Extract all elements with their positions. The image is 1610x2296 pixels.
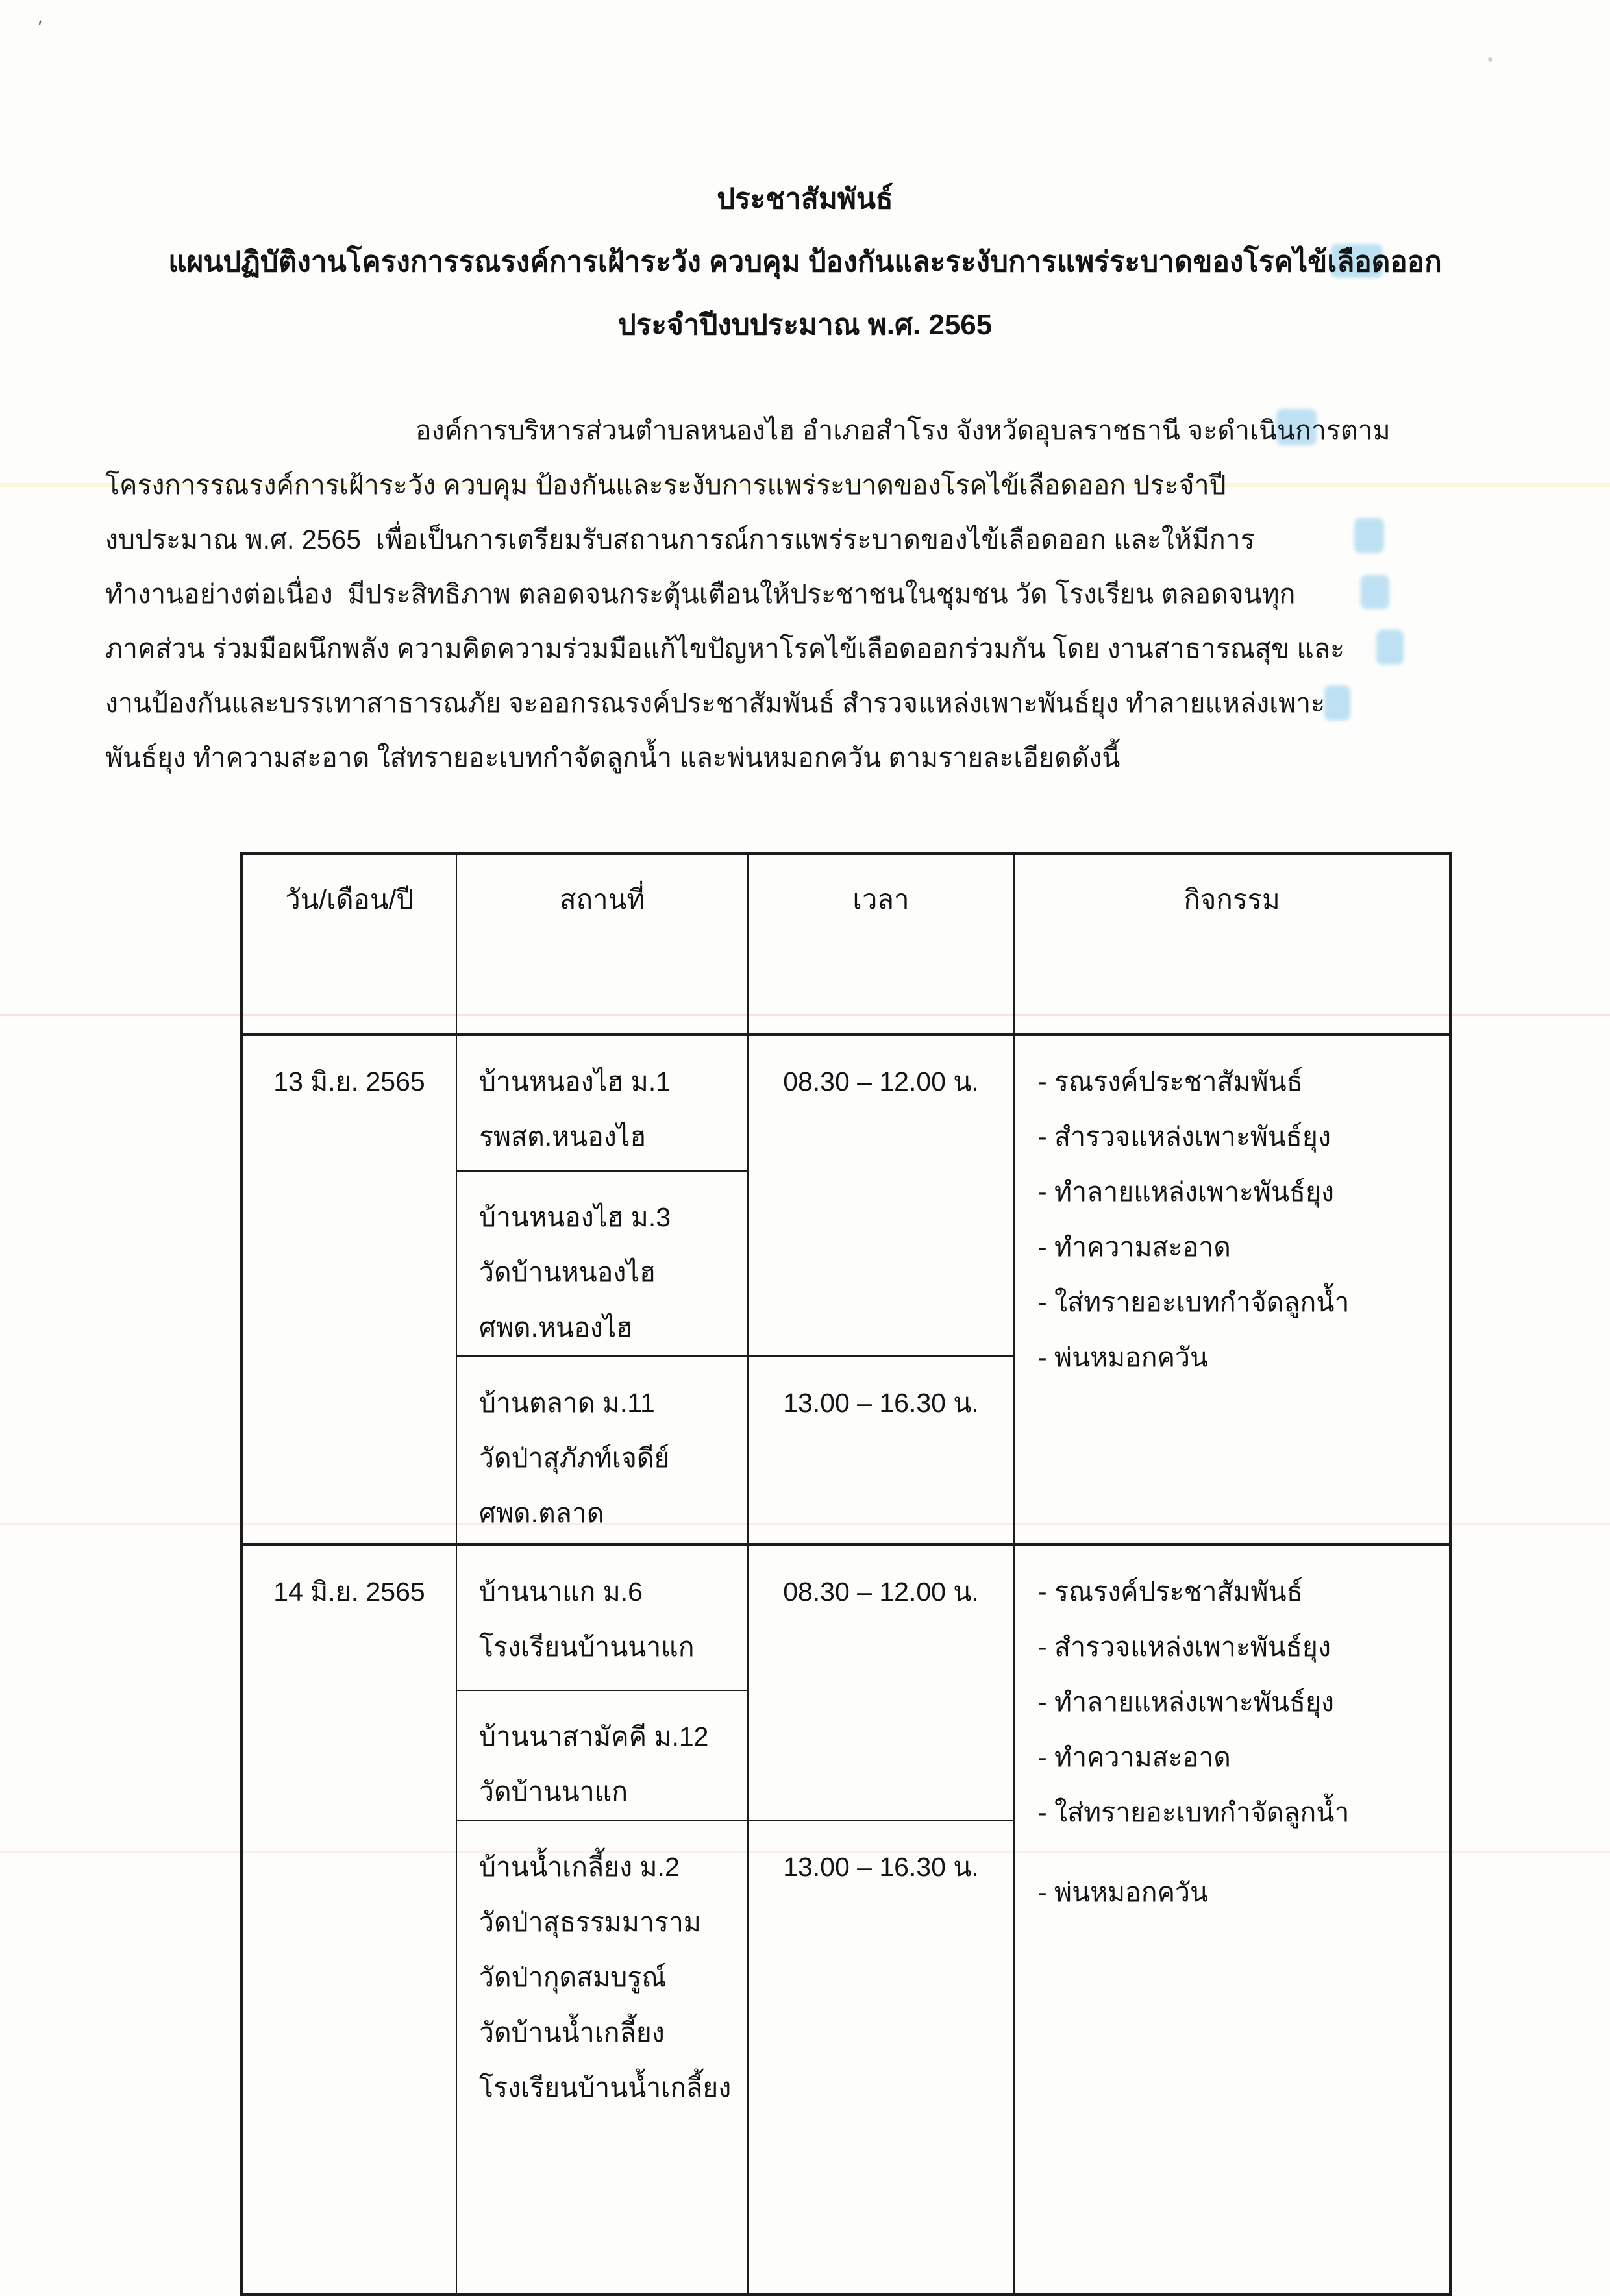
subtitle-line-2: ประจำปีงบประมาณ พ.ศ. 2565 [617,309,993,341]
schedule-table [240,852,1452,2296]
activity-line: - สำรวจแหล่งเพาะพันธ์ยุง [1038,1122,1331,1152]
paragraph-line: งบประมาณ พ.ศ. 2565 เพื่อเป็นการเตรียมรับสถานการณ์การแพร่ระบาดของไข้เลือดออก และให้มีการ [105,525,1255,554]
place-line: บ้านนาสามัคคี ม.12 [479,1722,709,1751]
place-line: รพสต.หนองไฮ [479,1122,647,1152]
place-line: วัดบ้านนาแก [479,1777,628,1807]
time-cell [748,1356,1014,1544]
body-paragraph [105,403,1514,785]
activity-line: - พ่นหมอกควัน [1038,1342,1209,1372]
paragraph-line: องค์การบริหารส่วนตำบลหนองไฮ อำเภอสำโรง จังหวัดอุบลราชธานี จะดำเนินการตาม [415,415,1391,445]
header-cell-place: สถานที่ [456,854,748,1035]
place-line: บ้านหนองไฮ ม.1 [479,1067,671,1096]
place-line: โรงเรียนบ้านนาแก [479,1631,695,1662]
activity-line: - รณรงค์ประชาสัมพันธ์ [1038,1067,1303,1096]
activity-line: - ใส่ทรายอะเบทกำจัดลูกน้ำ [1038,1797,1350,1827]
scan-speck-top-left: ' [34,16,43,39]
place-line: วัดบ้านหนองไฮ [479,1257,656,1287]
place-line: บ้านน้ำเกลี้ยง ม.2 [479,1852,680,1882]
header-cell-activity: กิจกรรม [1014,854,1450,1035]
place-line: ศพด.ตลาด [479,1498,604,1528]
place-cell [456,1544,748,1690]
table-row [242,1544,1450,1690]
activity-line: - ทำลายแหล่งเพาะพันธ์ยุง [1038,1686,1335,1717]
time-cell [748,1821,1014,2295]
date-value: 14 มิ.ย. 2565 [273,1576,425,1607]
place-cell [456,1035,748,1171]
time-value: 08.30 – 12.00 น. [783,1576,979,1607]
time-cell [748,1544,1014,1821]
paragraph-line: โครงการรณรงค์การเฝ้าระวัง ควบคุม ป้องกันและระงับการแพร่ระบาดของโรคไข้เลือดออก ประจำปี [105,470,1226,500]
activity-line: - ทำลายแหล่งเพาะพันธ์ยุง [1038,1177,1335,1207]
activity-line: - ทำความสะอาด [1038,1742,1231,1772]
activity-line: - รณรงค์ประชาสัมพันธ์ [1038,1576,1303,1607]
place-line: ศพด.หนองไฮ [479,1312,633,1342]
paragraph-line: ทำงานอย่างต่อเนื่อง มีประสิทธิภาพ ตลอดจนกระตุ้นเตือนให้ประชาชนในชุมชน วัด โรงเรียน ตลอดจนทุก [105,579,1296,609]
place-cell [456,1171,748,1357]
activity-line: - ใส่ทรายอะเบทกำจัดลูกน้ำ [1038,1287,1350,1317]
page-title: ประชาสัมพันธ์ [717,183,893,215]
activity-line: - ทำความสะอาด [1038,1232,1231,1262]
activity-line: - พ่นหมอกควัน [1038,1877,1209,1907]
subtitle-line-1: แผนปฏิบัติงานโครงการรณรงค์การเฝ้าระวัง ควบคุม ป้องกันและระงับการแพร่ระบาดของโรคไข้เลือดออก [168,246,1442,278]
place-cell [456,1821,748,2295]
table-header-row [242,854,1450,1035]
time-cell [748,1035,1014,1357]
paragraph-line: พันธ์ยุง ทำความสะอาด ใส่ทรายอะเบทกำจัดลูกน้ำ และพ่นหมอกควัน ตามรายละเอียดดังนี้ [105,743,1121,772]
date-cell [242,1544,456,2295]
date-cell [242,1035,456,1545]
paragraph-line: งานป้องกันและบรรเทาสาธารณภัย จะออกรณรงค์ประชาสัมพันธ์ สำรวจแหล่งเพาะพันธ์ยุง ทำลายแหล่งเพาะ [105,688,1326,718]
place-line: บ้านตลาด ม.11 [479,1387,655,1418]
date-value: 13 มิ.ย. 2565 [273,1067,425,1096]
place-line: บ้านหนองไฮ ม.3 [479,1202,671,1232]
time-value: 13.00 – 16.30 น. [783,1852,979,1882]
header-cell-time: เวลา [748,854,1014,1035]
time-value: 08.30 – 12.00 น. [783,1067,979,1096]
place-line: วัดป่าสุธรรมมาราม [479,1907,701,1937]
activity-cell [1014,1035,1450,1545]
document-header [0,0,1610,356]
time-value: 13.00 – 16.30 น. [783,1387,979,1418]
place-line: วัดบ้านน้ำเกลี้ยง [479,2018,665,2047]
place-cell [456,1356,748,1544]
place-line: วัดป่ากุดสมบรูณ์ [479,1962,667,1992]
activity-cell [1014,1544,1450,2295]
place-cell [456,1690,748,1821]
activity-line: - สำรวจแหล่งเพาะพันธ์ยุง [1038,1631,1331,1662]
place-line: โรงเรียนบ้านน้ำเกลี้ยง [479,2073,732,2103]
header-cell-date: วัน/เดือน/ปี [242,854,456,1035]
place-line: บ้านนาแก ม.6 [479,1576,643,1607]
table-row [242,1035,1450,1171]
paragraph-line: ภาคส่วน ร่วมมือผนึกพลัง ความคิดความร่วมมือแก้ไขปัญหาโรคไข้เลือดออกร่วมกัน โดย งานสาธารณสุข และ [105,634,1344,663]
place-line: วัดป่าสุภัภท์เจดีย์ [479,1442,670,1473]
